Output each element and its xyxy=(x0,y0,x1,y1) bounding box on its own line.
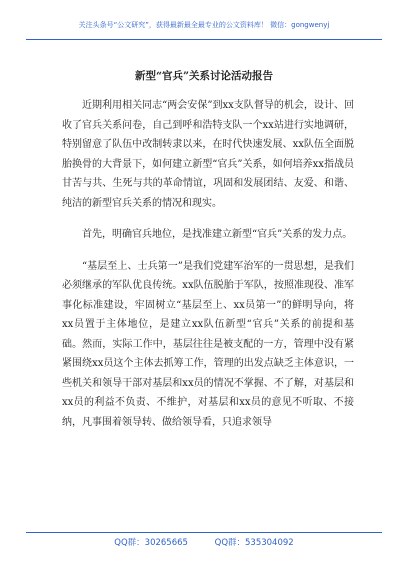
paragraph: “基层至上、士兵第一”是我们党建军治军的一贯思想，是我们必须继承的军队优良传统。xx队伍脱胎于军队，按照准现役、准军事化标准建设，牢固树立“基层至上、xx员第一”的鲜明导向，将xx员置于主体地位，是建立xx队伍新型“官兵”关系的前提和基础。然而，实际工作中，基层往往是被支配的一方，管理中没有紧紧围绕xx员这个主体去抓筹工作，管理的出发点缺乏主体意识，一些机关和领导干部对基层和xx员的情况不掌握、不了解，对基层和xx员的利益不负责、不维护，对基层和xx员的意见不听取、不接纳，凡事围着领导转、做给领导看，只追求领导 xyxy=(62,260,354,428)
footer xyxy=(0,536,408,548)
paragraph: 首先，明确官兵地位，是找准建立新型“官兵”关系的发力点。 xyxy=(82,229,353,240)
header-divider xyxy=(26,39,382,40)
paragraph: 近期利用相关同志“两会安保”到xx支队督导的机会，设计、回收了官兵关系问卷，自己到呼和浩特支队一个xx站进行实地调研，特别留意了队伍中改制转隶以来，在时代快速发展、xx队伍全面脱胎换骨的大背景下，如何建立新型“官兵”关系，如何培养xx指战员甘苦与共、生死与共的革命情谊，巩固和发展团结、友爱、和谐、纯洁的新型官兵关系的情况和现实。 xyxy=(62,100,354,209)
document-title: 新型“官兵”关系讨论活动报告 xyxy=(134,70,274,82)
document-body xyxy=(62,96,354,444)
header-banner: 关注头条号“公文研究”，获得最新最全最专业的公文资料库！ 微信：gongwenyj xyxy=(78,21,330,29)
qq-group-1: QQ群：30265665 xyxy=(114,538,188,548)
footer-divider xyxy=(26,532,382,533)
qq-group-2: QQ群：535304092 xyxy=(214,538,294,548)
